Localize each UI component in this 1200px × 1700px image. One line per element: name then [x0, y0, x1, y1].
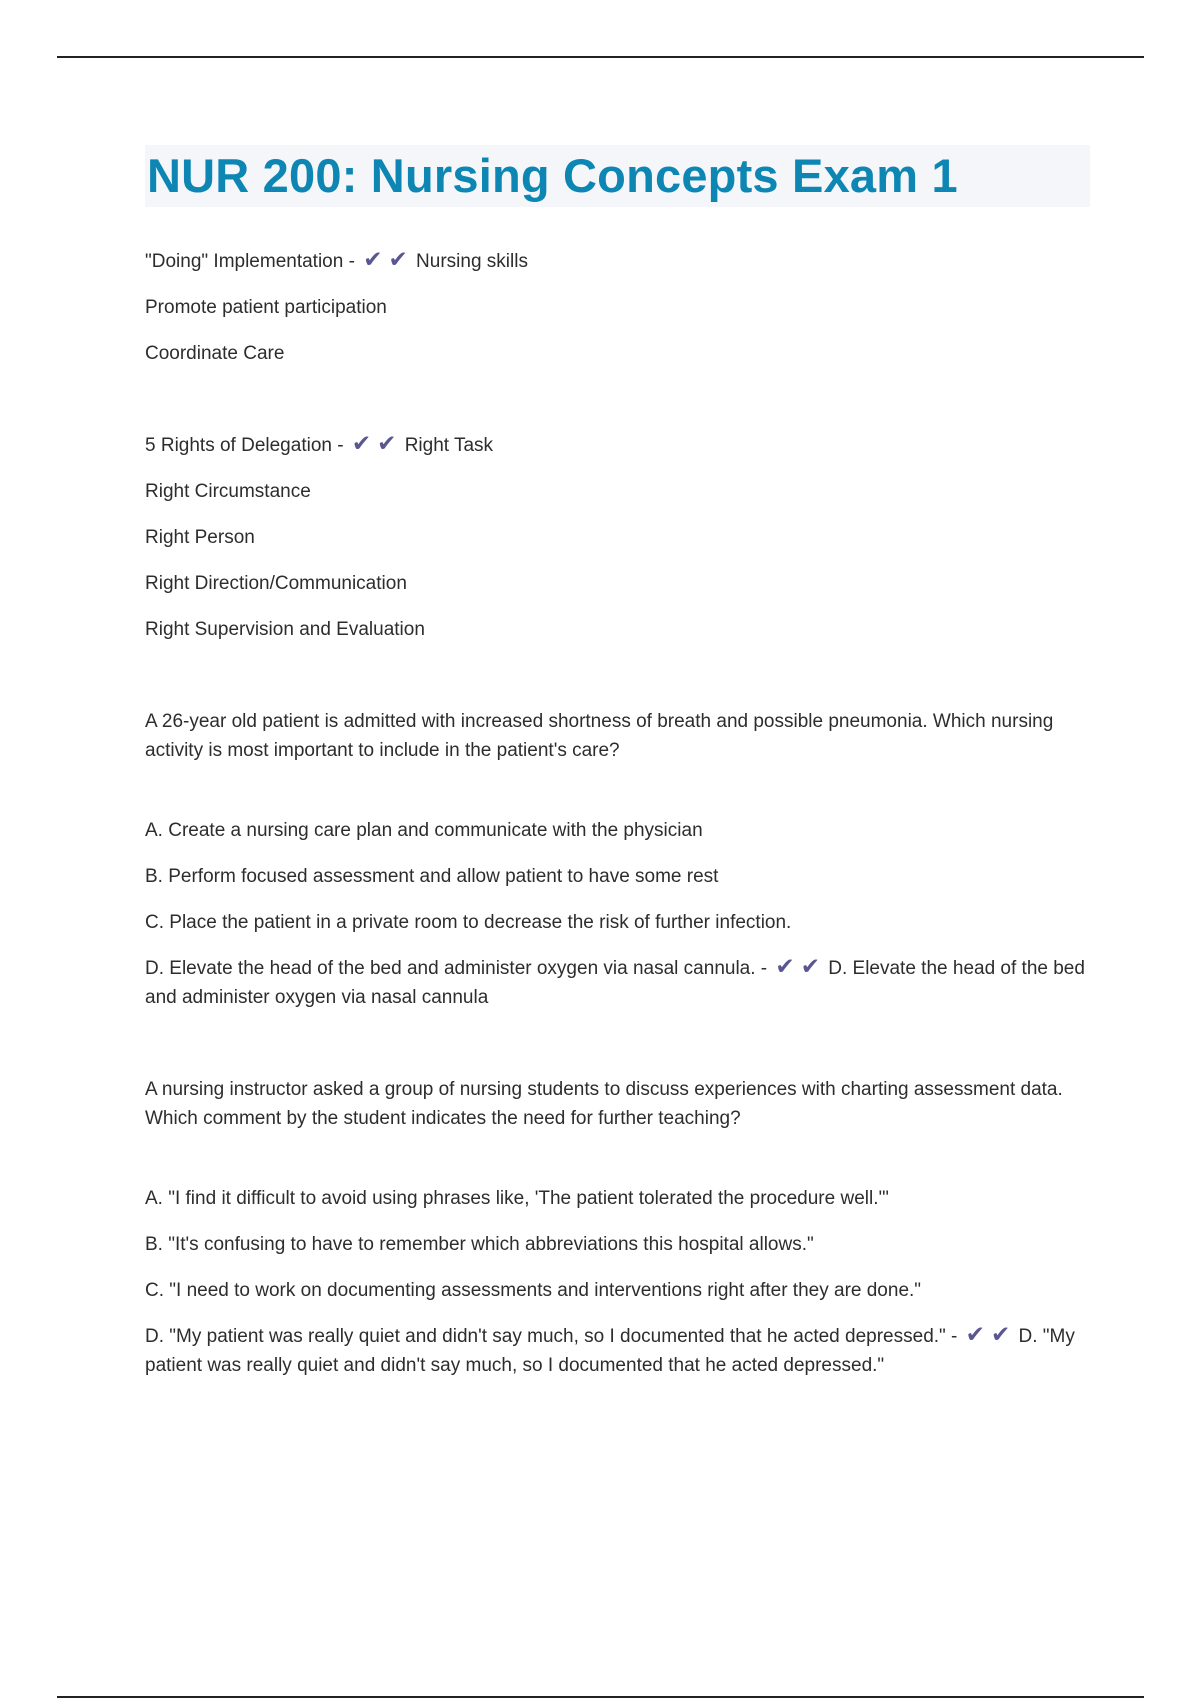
- check-icon: ✔: [363, 246, 383, 273]
- option: A. Create a nursing care plan and communicate with the physician: [145, 820, 703, 842]
- option: D. Elevate the head of the bed and administer oxygen via nasal cannula. -: [145, 958, 768, 980]
- page-title: NUR 200: Nursing Concepts Exam 1: [147, 149, 958, 202]
- top-rule: [57, 56, 1144, 58]
- question-3: A 26-year old patient is admitted with increased shortness of breath and possible pneumonia. Which nursing activity is most important to include in the patient's care?: [145, 711, 1054, 762]
- check-icon: ✔: [388, 246, 408, 273]
- check-icon: ✔: [800, 953, 820, 980]
- title-banner: [145, 145, 1090, 207]
- check-icon: ✔: [775, 953, 795, 980]
- question-4: A nursing instructor asked a group of nursing students to discuss experiences with charting assessment data. Which comment by the student indicates the need for further teaching?: [145, 1079, 1063, 1130]
- option: C. Place the patient in a private room to decrease the risk of further infection.: [145, 912, 792, 934]
- list-item: Right Direction/Communication: [145, 573, 407, 595]
- list-item: Right Person: [145, 527, 255, 549]
- flashcard-2: [145, 431, 1090, 460]
- document-page: [145, 145, 1090, 1397]
- option: C. "I need to work on documenting assessments and interventions right after they are done.": [145, 1280, 922, 1302]
- option: B. "It's confusing to have to remember which abbreviations this hospital allows.": [145, 1234, 814, 1256]
- list-item: Right Supervision and Evaluation: [145, 619, 425, 641]
- check-icon: ✔: [377, 430, 397, 457]
- option: B. Perform focused assessment and allow patient to have some rest: [145, 866, 719, 888]
- flashcard-1-answer: Nursing skills: [416, 251, 528, 273]
- answer-line-4: [145, 1322, 1090, 1380]
- answer-text: D. Elevate the head of the bed and administer oxygen via nasal cannula: [145, 958, 1085, 1009]
- list-item: Promote patient participation: [145, 297, 387, 319]
- flashcard-2-answer: Right Task: [404, 435, 494, 457]
- answer-line-3: [145, 954, 1090, 1012]
- option: A. "I find it difficult to avoid using phrases like, 'The patient tolerated the procedure well.'": [145, 1188, 889, 1210]
- check-icon: ✔: [351, 430, 372, 457]
- flashcard-1-question: "Doing" Implementation -: [145, 251, 355, 273]
- check-icon: ✔: [965, 1321, 985, 1348]
- list-item: Right Circumstance: [145, 481, 311, 503]
- check-icon: ✔: [990, 1321, 1011, 1348]
- bottom-rule: [57, 1696, 1144, 1698]
- answer-text: D. "My patient was really quiet and didn't say much, so I documented that he acted depressed.": [145, 1326, 1075, 1377]
- flashcard-2-question: 5 Rights of Delegation -: [145, 435, 344, 457]
- flashcard-1: [145, 247, 1090, 276]
- list-item: Coordinate Care: [145, 343, 285, 365]
- option: D. "My patient was really quiet and didn't say much, so I documented that he acted depressed." -: [145, 1326, 958, 1348]
